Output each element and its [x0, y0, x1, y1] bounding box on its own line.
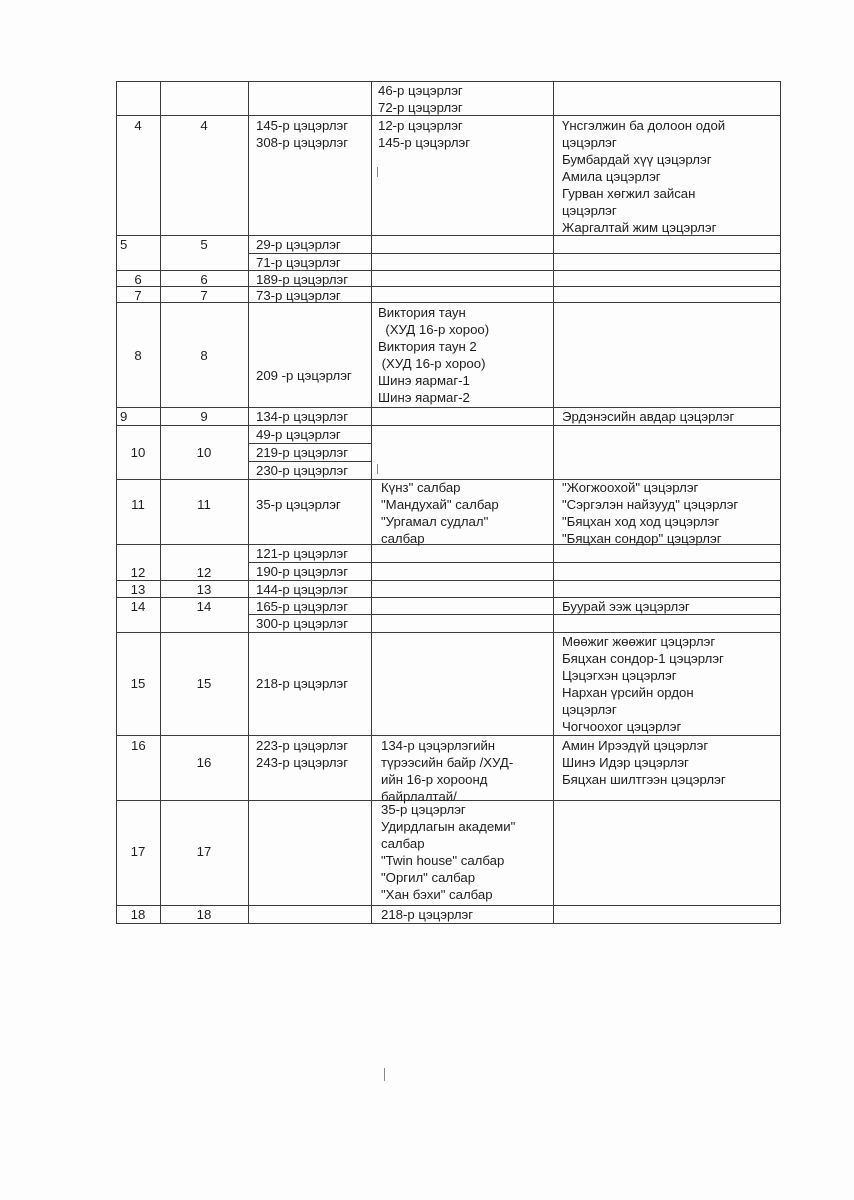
table-border-col5 [553, 81, 554, 924]
cell-state: 73-р цэцэрлэг [256, 288, 341, 303]
cell-no: 7 [134, 288, 142, 303]
cell-khoroo: 17 [196, 844, 212, 859]
cell-state: 29-р цэцэрлэг [256, 237, 341, 252]
cell-state: 35-р цэцэрлэг [256, 497, 341, 512]
table-border-right [780, 81, 781, 924]
cell-no: 5 [120, 237, 128, 252]
cell-no: 15 [130, 676, 146, 691]
cell-state: 71-р цэцэрлэг [256, 255, 341, 270]
row-border [116, 425, 781, 426]
cell-no: 13 [130, 582, 146, 597]
cell-branches: 218-р цэцэрлэг [381, 907, 474, 922]
cell-branches: 46-р цэцэрлэг 72-р цэцэрлэг [378, 83, 463, 115]
cell-private: Эрдэнэсийн авдар цэцэрлэг [562, 409, 735, 424]
cell-khoroo: 16 [196, 755, 212, 770]
table-border-col3 [248, 81, 249, 924]
scan-mark [377, 464, 378, 474]
cell-khoroo: 12 [196, 565, 212, 580]
cell-branches: 35-р цэцэрлэг Удирдлагын академи" салбар "Twin house" салбар "Оргил" салбар "Хан бэхи" салбар [381, 802, 516, 902]
cell-no: 9 [120, 409, 128, 424]
cell-khoroo: 15 [196, 676, 212, 691]
cell-no: 18 [130, 907, 146, 922]
cell-private: Буурай ээж цэцэрлэг [562, 599, 690, 614]
cell-khoroo: 8 [200, 348, 208, 363]
cell-no: 4 [134, 118, 142, 133]
cell-no: 16 [131, 738, 146, 753]
cell-khoroo: 10 [196, 445, 212, 460]
cell-state: 189-р цэцэрлэг [256, 272, 349, 287]
cell-branches: Күнз" салбар "Мандухай" салбар "Ургамал судлал" салбар [381, 480, 499, 546]
cell-branches: 12-р цэцэрлэг 145-р цэцэрлэг [378, 118, 471, 150]
scan-mark [377, 167, 378, 177]
cell-no: 11 [131, 497, 145, 512]
cell-state: 209 -р цэцэрлэг [256, 368, 352, 383]
cell-no: 8 [134, 348, 142, 363]
cell-no: 12 [130, 565, 146, 580]
row-border [116, 923, 781, 924]
cell-state: 121-р цэцэрлэг [256, 546, 349, 561]
cell-state: 165-р цэцэрлэг [256, 599, 349, 614]
cell-private: Мөөжиг жөөжиг цэцэрлэг Бяцхан сондор-1 цэцэрлэг Цэцэгхэн цэцэрлэг Нархан үрсийн ордон цэцэрлэг Чогчоохог цэцэрлэг [562, 634, 724, 734]
table-border-col4 [371, 81, 372, 924]
cell-no: 10 [130, 445, 146, 460]
cell-branches: Виктория таун (ХУД 16-р хороо) Виктория таун 2 (ХУД 16-р хороо) Шинэ яармаг-1 Шинэ яармаг-2 [378, 305, 490, 405]
cell-state: 219-р цэцэрлэг [256, 445, 349, 460]
cell-khoroo: 6 [200, 272, 208, 287]
cell-khoroo: 9 [200, 409, 208, 424]
cell-khoroo: 11 [197, 497, 211, 512]
cell-state: 300-р цэцэрлэг [256, 616, 349, 631]
cell-state: 190-р цэцэрлэг [256, 564, 349, 579]
cell-private: Амин Ирээдүй цэцэрлэг Шинэ Идэр цэцэрлэг Бяцхан шилтгээн цэцэрлэг [562, 738, 726, 787]
cell-khoroo: 5 [200, 237, 208, 252]
cell-state: 223-р цэцэрлэг 243-р цэцэрлэг [256, 738, 349, 770]
cell-khoroo: 14 [196, 599, 212, 614]
row-border [116, 735, 781, 736]
cell-private: Үнсгэлжин ба долоон одой цэцэрлэг Бумбардай хүү цэцэрлэг Амила цэцэрлэг Гурван хөгжил зайсан цэцэрлэг Жаргалтай жим цэцэрлэг [562, 118, 726, 235]
cell-no: 17 [130, 844, 146, 859]
cell-khoroo: 18 [196, 907, 212, 922]
cell-no: 6 [134, 272, 142, 287]
cell-no: 14 [130, 599, 146, 614]
cell-khoroo: 4 [200, 118, 208, 133]
cell-state: 134-р цэцэрлэг [256, 409, 349, 424]
cell-state: 145-р цэцэрлэг 308-р цэцэрлэг [256, 118, 349, 150]
cell-branches: 134-р цэцэрлэгийн түрээсийн байр /ХУД- ийн 16-р хороонд байрлалтай/ [381, 738, 514, 804]
cell-state: 49-р цэцэрлэг [256, 427, 341, 442]
cell-khoroo: 13 [196, 582, 212, 597]
cell-state: 218-р цэцэрлэг [256, 676, 349, 691]
cell-state: 144-р цэцэрлэг [256, 582, 349, 597]
cell-state: 230-р цэцэрлэг [256, 463, 349, 478]
cell-khoroo: 7 [200, 288, 208, 303]
cell-private: "Жогжоохой" цэцэрлэг "Сэргэлэн найзууд" цэцэрлэг "Бяцхан ход ход цэцэрлэг "Бяцхан сондор" цэцэрлэг [562, 480, 739, 546]
scan-mark [384, 1068, 385, 1081]
